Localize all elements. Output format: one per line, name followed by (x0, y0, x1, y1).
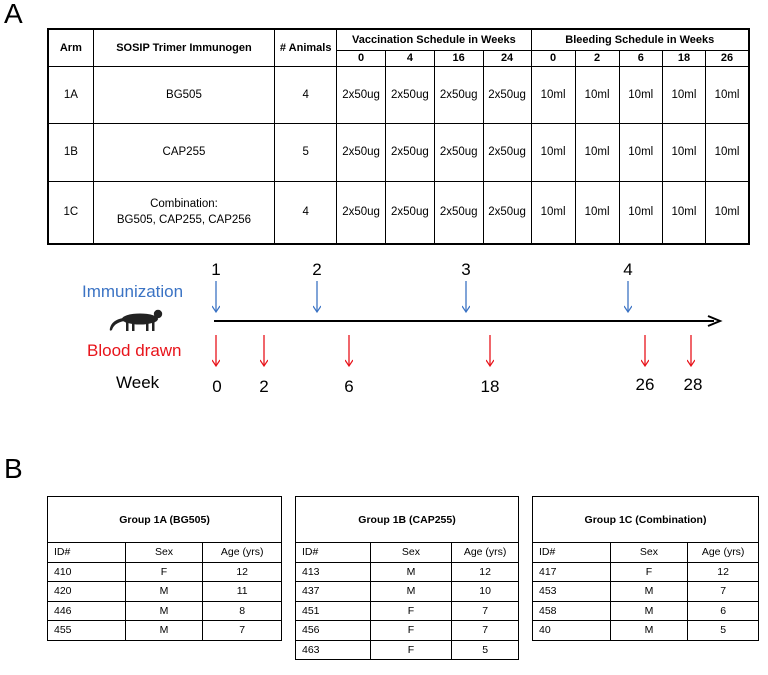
bleed-volume-cell: 10ml (531, 123, 575, 181)
sex-cell: M (610, 601, 688, 621)
panel-b-label: B (4, 453, 23, 484)
sex-cell: F (370, 640, 452, 660)
vacc-dose-cell: 2x50ug (385, 66, 434, 123)
col-id-header: ID# (48, 543, 126, 563)
age-cell: 6 (688, 601, 759, 621)
bleed-week: 2 (575, 50, 619, 66)
col-id-header: ID# (533, 543, 611, 563)
header-bleeding-schedule: Bleeding Schedule in Weeks (531, 29, 749, 50)
sex-cell: M (125, 621, 203, 641)
week-number: 28 (683, 375, 703, 394)
header-arm: Arm (48, 29, 93, 66)
id-cell: 463 (296, 640, 371, 660)
vacc-dose-cell: 2x50ug (434, 66, 483, 123)
week-number: 26 (635, 375, 655, 394)
table-row (296, 582, 519, 602)
bleed-volume-cell: 10ml (619, 123, 662, 181)
bleed-volume-cell: 10ml (575, 66, 619, 123)
bleed-volume-cell: 10ml (575, 181, 619, 244)
age-cell: 12 (203, 562, 282, 582)
vacc-dose-cell: 2x50ug (337, 181, 386, 244)
sex-cell: F (610, 562, 688, 582)
id-cell: 458 (533, 601, 611, 621)
immunogen-cell: BG505 (93, 66, 274, 123)
sex-cell: M (125, 601, 203, 621)
panel-a-label: A (4, 0, 23, 29)
col-age-header: Age (yrs) (203, 543, 282, 563)
age-cell: 12 (688, 562, 759, 582)
week-number: 6 (344, 377, 354, 396)
age-cell: 7 (203, 621, 282, 641)
col-sex-header: Sex (610, 543, 688, 563)
col-age-header: Age (yrs) (688, 543, 759, 563)
immunization-number: 4 (623, 260, 633, 279)
col-age-header: Age (yrs) (452, 543, 519, 563)
sex-cell: M (370, 582, 452, 602)
group-1b-table (295, 496, 519, 660)
table-row (48, 181, 749, 244)
id-cell: 437 (296, 582, 371, 602)
id-cell: 417 (533, 562, 611, 582)
bleed-week: 26 (706, 50, 749, 66)
immunization-number: 3 (461, 260, 471, 279)
table-row (48, 123, 749, 181)
age-cell: 7 (688, 582, 759, 602)
vacc-dose-cell: 2x50ug (483, 181, 531, 244)
sex-cell: F (125, 562, 203, 582)
id-cell: 420 (48, 582, 126, 602)
vacc-week: 24 (483, 50, 531, 66)
bleed-volume-cell: 10ml (575, 123, 619, 181)
table-row (533, 582, 759, 602)
vacc-dose-cell: 2x50ug (385, 181, 434, 244)
bleed-week: 18 (662, 50, 705, 66)
id-cell: 456 (296, 621, 371, 641)
vacc-dose-cell: 2x50ug (385, 123, 434, 181)
monkey-icon (110, 310, 162, 331)
immunization-number: 2 (312, 260, 322, 279)
week-number: 2 (259, 377, 269, 396)
vacc-dose-cell: 2x50ug (337, 66, 386, 123)
table-row (296, 621, 519, 641)
sex-cell: F (370, 601, 452, 621)
age-cell: 8 (203, 601, 282, 621)
age-cell: 7 (452, 601, 519, 621)
week-number: 0 (212, 377, 222, 396)
arm-cell: 1A (48, 66, 93, 123)
arm-cell: 1C (48, 181, 93, 244)
bleed-volume-cell: 10ml (706, 123, 749, 181)
table-row (533, 621, 759, 641)
week-number: 18 (480, 377, 500, 396)
bleed-volume-cell: 10ml (662, 181, 705, 244)
arm-cell: 1B (48, 123, 93, 181)
table-row (296, 562, 519, 582)
immunogen-cell: CAP255 (93, 123, 274, 181)
immunogen-line: Combination: (150, 198, 218, 211)
header-vaccination-schedule: Vaccination Schedule in Weeks (337, 29, 531, 50)
animals-cell: 4 (275, 181, 337, 244)
sex-cell: M (610, 621, 688, 641)
vacc-dose-cell: 2x50ug (337, 123, 386, 181)
table-row (296, 640, 519, 660)
sex-cell: M (370, 562, 452, 582)
immunization-label: Immunization (82, 282, 184, 301)
immunization-schedule-table (47, 28, 750, 245)
table-row (296, 601, 519, 621)
group-title: Group 1C (Combination) (533, 497, 759, 543)
vacc-dose-cell: 2x50ug (483, 123, 531, 181)
vacc-dose-cell: 2x50ug (434, 123, 483, 181)
col-sex-header: Sex (125, 543, 203, 563)
id-cell: 413 (296, 562, 371, 582)
blood-drawn-label: Blood drawn (87, 341, 182, 360)
id-cell: 40 (533, 621, 611, 641)
vacc-week: 4 (385, 50, 434, 66)
immunization-number: 1 (211, 260, 221, 279)
bleed-volume-cell: 10ml (531, 181, 575, 244)
group-1a-table (47, 496, 282, 641)
week-label: Week (116, 373, 160, 392)
col-id-header: ID# (296, 543, 371, 563)
bleed-volume-cell: 10ml (706, 181, 749, 244)
id-cell: 451 (296, 601, 371, 621)
table-row (533, 562, 759, 582)
age-cell: 10 (452, 582, 519, 602)
header-immunogen: SOSIP Trimer Immunogen (93, 29, 274, 66)
bleed-volume-cell: 10ml (662, 123, 705, 181)
table-row (48, 562, 282, 582)
table-row (533, 601, 759, 621)
bleed-week: 0 (531, 50, 575, 66)
bleed-week: 6 (619, 50, 662, 66)
table-row (48, 601, 282, 621)
group-title: Group 1A (BG505) (48, 497, 282, 543)
bleed-volume-cell: 10ml (706, 66, 749, 123)
bleed-volume-cell: 10ml (531, 66, 575, 123)
sex-cell: M (125, 582, 203, 602)
timeline-diagram (0, 250, 768, 450)
id-cell: 453 (533, 582, 611, 602)
vacc-week: 0 (337, 50, 386, 66)
immunogen-cell (93, 181, 274, 244)
bleed-volume-cell: 10ml (662, 66, 705, 123)
table-row (48, 66, 749, 123)
vacc-dose-cell: 2x50ug (434, 181, 483, 244)
id-cell: 446 (48, 601, 126, 621)
bleed-volume-cell: 10ml (619, 181, 662, 244)
group-title: Group 1B (CAP255) (296, 497, 519, 543)
id-cell: 410 (48, 562, 126, 582)
header-animals: # Animals (275, 29, 337, 66)
animals-cell: 5 (275, 123, 337, 181)
animals-cell: 4 (275, 66, 337, 123)
sex-cell: F (370, 621, 452, 641)
bleed-volume-cell: 10ml (619, 66, 662, 123)
age-cell: 5 (688, 621, 759, 641)
table-row (48, 582, 282, 602)
age-cell: 12 (452, 562, 519, 582)
id-cell: 455 (48, 621, 126, 641)
sex-cell: M (610, 582, 688, 602)
group-1c-table (532, 496, 759, 641)
col-sex-header: Sex (370, 543, 452, 563)
table-row (48, 621, 282, 641)
age-cell: 7 (452, 621, 519, 641)
vacc-week: 16 (434, 50, 483, 66)
immunogen-line: BG505, CAP255, CAP256 (116, 214, 252, 227)
age-cell: 5 (452, 640, 519, 660)
age-cell: 11 (203, 582, 282, 602)
vacc-dose-cell: 2x50ug (483, 66, 531, 123)
